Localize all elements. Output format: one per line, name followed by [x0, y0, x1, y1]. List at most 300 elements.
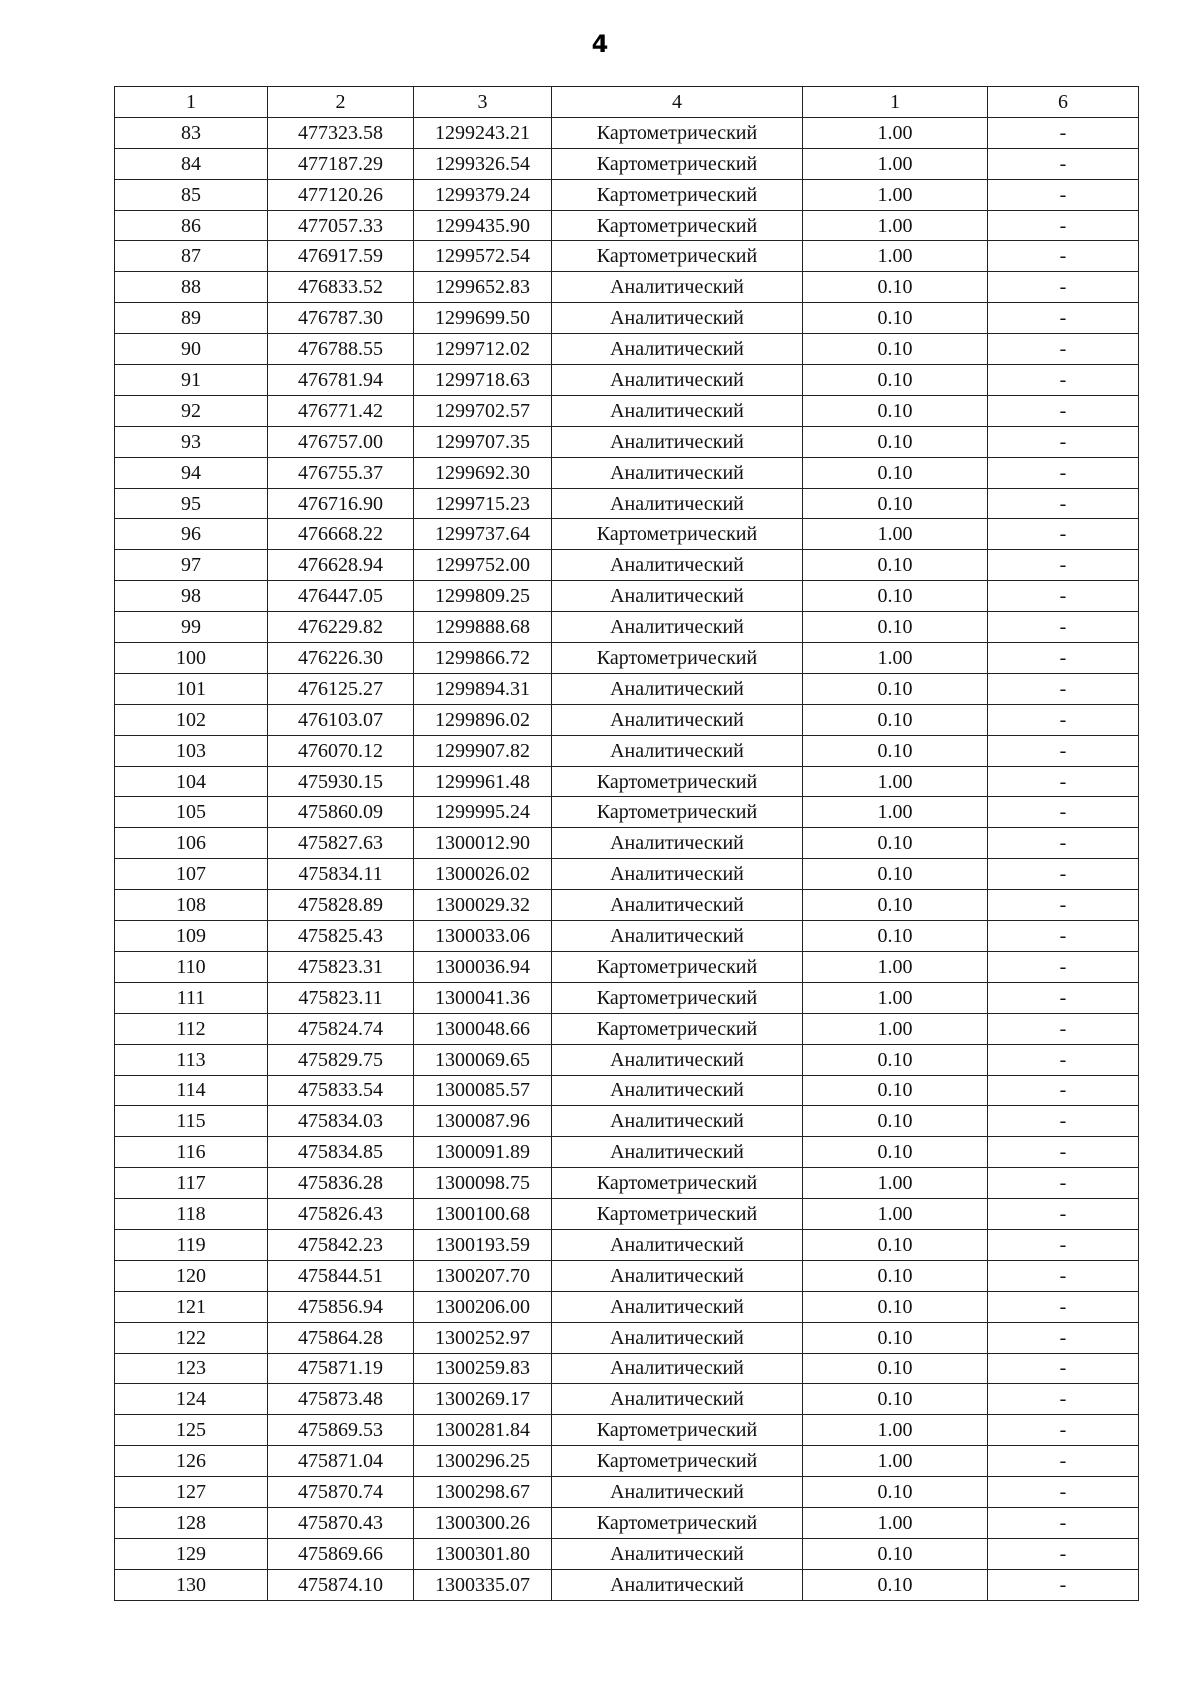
table-row: [115, 1384, 1139, 1415]
table-row: [115, 828, 1139, 859]
table-cell: Аналитический: [552, 1384, 803, 1415]
table-cell: -: [988, 951, 1139, 982]
table-cell: 477187.29: [268, 148, 414, 179]
table-cell: 476668.22: [268, 519, 414, 550]
table-cell: 1.00: [803, 117, 988, 148]
table-cell: 113: [115, 1044, 268, 1075]
table-cell: Аналитический: [552, 1260, 803, 1291]
table-row: [115, 117, 1139, 148]
table-cell: 475870.43: [268, 1507, 414, 1538]
table-cell: 87: [115, 241, 268, 272]
table-row: [115, 1477, 1139, 1508]
table-cell: 0.10: [803, 272, 988, 303]
table-cell: 124: [115, 1384, 268, 1415]
table-cell: Аналитический: [552, 395, 803, 426]
table-cell: 1300281.84: [414, 1415, 552, 1446]
table-cell: 1.00: [803, 982, 988, 1013]
table-cell: -: [988, 334, 1139, 365]
table-cell: 476229.82: [268, 612, 414, 643]
table-cell: 114: [115, 1075, 268, 1106]
table-cell: 1300269.17: [414, 1384, 552, 1415]
table-cell: 1300100.68: [414, 1199, 552, 1230]
table-cell: -: [988, 1013, 1139, 1044]
table-cell: Картометрический: [552, 1415, 803, 1446]
table-cell: -: [988, 1106, 1139, 1137]
table-cell: -: [988, 1075, 1139, 1106]
table-cell: -: [988, 241, 1139, 272]
table-cell: 476716.90: [268, 488, 414, 519]
table-cell: -: [988, 303, 1139, 334]
table-cell: 476787.30: [268, 303, 414, 334]
table-cell: 127: [115, 1477, 268, 1508]
table-cell: 0.10: [803, 1384, 988, 1415]
table-cell: 1.00: [803, 1168, 988, 1199]
table-cell: 1300298.67: [414, 1477, 552, 1508]
table-cell: 1300193.59: [414, 1229, 552, 1260]
table-cell: 476917.59: [268, 241, 414, 272]
table-row: [115, 210, 1139, 241]
table-row: [115, 643, 1139, 674]
table-cell: 1299702.57: [414, 395, 552, 426]
table-row: [115, 1013, 1139, 1044]
table-cell: 117: [115, 1168, 268, 1199]
table-cell: 1.00: [803, 1507, 988, 1538]
table-cell: -: [988, 1384, 1139, 1415]
table-cell: Аналитический: [552, 921, 803, 952]
table-cell: 94: [115, 457, 268, 488]
table-cell: 107: [115, 859, 268, 890]
table-cell: Картометрический: [552, 1013, 803, 1044]
table-row: [115, 890, 1139, 921]
table-cell: 1.00: [803, 643, 988, 674]
table-cell: 0.10: [803, 1538, 988, 1569]
table-cell: 1300069.65: [414, 1044, 552, 1075]
table-cell: -: [988, 1477, 1139, 1508]
table-cell: Картометрический: [552, 148, 803, 179]
header-cell: 3: [414, 87, 552, 118]
table-row: [115, 395, 1139, 426]
table-cell: 0.10: [803, 1353, 988, 1384]
table-cell: 1299652.83: [414, 272, 552, 303]
table-cell: 0.10: [803, 303, 988, 334]
table-cell: -: [988, 179, 1139, 210]
table-cell: -: [988, 766, 1139, 797]
table-cell: 110: [115, 951, 268, 982]
table-cell: -: [988, 457, 1139, 488]
table-cell: 476771.42: [268, 395, 414, 426]
table-cell: 1300026.02: [414, 859, 552, 890]
table-row: [115, 1229, 1139, 1260]
table-row: [115, 612, 1139, 643]
table-cell: 1299435.90: [414, 210, 552, 241]
table-cell: 111: [115, 982, 268, 1013]
table-cell: Картометрический: [552, 982, 803, 1013]
table-row: [115, 1137, 1139, 1168]
page-number: 4: [591, 30, 609, 58]
table-cell: Аналитический: [552, 1044, 803, 1075]
table-cell: -: [988, 519, 1139, 550]
table-cell: Аналитический: [552, 488, 803, 519]
table-cell: 112: [115, 1013, 268, 1044]
table-cell: Аналитический: [552, 426, 803, 457]
header-cell: 6: [988, 87, 1139, 118]
table-cell: Аналитический: [552, 334, 803, 365]
table-cell: 1300091.89: [414, 1137, 552, 1168]
table-cell: 476628.94: [268, 550, 414, 581]
table-cell: Аналитический: [552, 704, 803, 735]
table-cell: 1300098.75: [414, 1168, 552, 1199]
table-cell: 108: [115, 890, 268, 921]
table-cell: 476226.30: [268, 643, 414, 674]
table-row: [115, 951, 1139, 982]
table-cell: -: [988, 1446, 1139, 1477]
table-cell: 1299707.35: [414, 426, 552, 457]
table-cell: 476070.12: [268, 735, 414, 766]
table-cell: -: [988, 117, 1139, 148]
table-cell: Картометрический: [552, 210, 803, 241]
table-row: [115, 272, 1139, 303]
table-cell: 1300041.36: [414, 982, 552, 1013]
table-cell: 128: [115, 1507, 268, 1538]
table-cell: Аналитический: [552, 1538, 803, 1569]
table-cell: 475871.04: [268, 1446, 414, 1477]
table-cell: Картометрический: [552, 1507, 803, 1538]
table-cell: 1299907.82: [414, 735, 552, 766]
table-cell: 0.10: [803, 457, 988, 488]
table-cell: 476125.27: [268, 673, 414, 704]
table-cell: 1299572.54: [414, 241, 552, 272]
table-cell: Аналитический: [552, 612, 803, 643]
table-cell: 1.00: [803, 797, 988, 828]
table-cell: 1300048.66: [414, 1013, 552, 1044]
table-cell: 0.10: [803, 488, 988, 519]
table-cell: -: [988, 148, 1139, 179]
table-cell: 0.10: [803, 1569, 988, 1600]
table-cell: 1.00: [803, 1415, 988, 1446]
table-cell: 104: [115, 766, 268, 797]
table-cell: 118: [115, 1199, 268, 1230]
table-cell: 1300300.26: [414, 1507, 552, 1538]
table-cell: -: [988, 859, 1139, 890]
table-body: [115, 117, 1139, 1600]
table-cell: 120: [115, 1260, 268, 1291]
table-cell: 1300259.83: [414, 1353, 552, 1384]
table-row: [115, 148, 1139, 179]
table-cell: -: [988, 395, 1139, 426]
table-cell: 1300301.80: [414, 1538, 552, 1569]
table-cell: -: [988, 735, 1139, 766]
table-cell: 475828.89: [268, 890, 414, 921]
table-cell: -: [988, 550, 1139, 581]
table-cell: 1299712.02: [414, 334, 552, 365]
table-cell: 115: [115, 1106, 268, 1137]
table-cell: 85: [115, 179, 268, 210]
table-cell: 476833.52: [268, 272, 414, 303]
table-cell: Аналитический: [552, 365, 803, 396]
table-cell: 109: [115, 921, 268, 952]
table-cell: 1.00: [803, 766, 988, 797]
table-cell: 1300012.90: [414, 828, 552, 859]
table-cell: 1300036.94: [414, 951, 552, 982]
table-row: [115, 179, 1139, 210]
table-cell: Аналитический: [552, 673, 803, 704]
table-cell: 0.10: [803, 1477, 988, 1508]
table-row: [115, 859, 1139, 890]
table-cell: 1.00: [803, 951, 988, 982]
table-cell: 477057.33: [268, 210, 414, 241]
table-cell: 1299692.30: [414, 457, 552, 488]
table-row: [115, 1106, 1139, 1137]
table-row: [115, 1168, 1139, 1199]
table-cell: 0.10: [803, 1260, 988, 1291]
table-cell: 1299896.02: [414, 704, 552, 735]
table-cell: -: [988, 890, 1139, 921]
table-cell: -: [988, 1415, 1139, 1446]
table-cell: 475871.19: [268, 1353, 414, 1384]
table-row: [115, 1353, 1139, 1384]
table-cell: 475829.75: [268, 1044, 414, 1075]
table-cell: 102: [115, 704, 268, 735]
table-cell: 0.10: [803, 426, 988, 457]
table-cell: 0.10: [803, 673, 988, 704]
table-cell: 1299699.50: [414, 303, 552, 334]
table-cell: -: [988, 365, 1139, 396]
table-row: [115, 550, 1139, 581]
header-cell: 1: [115, 87, 268, 118]
table-cell: Картометрический: [552, 1199, 803, 1230]
table-cell: 1299379.24: [414, 179, 552, 210]
table-cell: 0.10: [803, 334, 988, 365]
table-cell: 1299752.00: [414, 550, 552, 581]
table-cell: 0.10: [803, 1106, 988, 1137]
table-cell: Картометрический: [552, 951, 803, 982]
table-cell: 475834.11: [268, 859, 414, 890]
table-cell: Аналитический: [552, 1291, 803, 1322]
table-cell: 0.10: [803, 1044, 988, 1075]
table-cell: 1299866.72: [414, 643, 552, 674]
table-row: [115, 673, 1139, 704]
table-cell: -: [988, 982, 1139, 1013]
table-cell: Аналитический: [552, 1322, 803, 1353]
table-cell: 0.10: [803, 365, 988, 396]
table-cell: -: [988, 488, 1139, 519]
table-cell: 475824.74: [268, 1013, 414, 1044]
table-cell: 100: [115, 643, 268, 674]
table-cell: 0.10: [803, 1291, 988, 1322]
table-cell: Аналитический: [552, 581, 803, 612]
table-cell: 1.00: [803, 519, 988, 550]
table-row: [115, 303, 1139, 334]
table-cell: 475869.66: [268, 1538, 414, 1569]
table-cell: 476788.55: [268, 334, 414, 365]
table-cell: 99: [115, 612, 268, 643]
table-row: [115, 488, 1139, 519]
table-row: [115, 241, 1139, 272]
table-cell: -: [988, 210, 1139, 241]
table-cell: 475844.51: [268, 1260, 414, 1291]
table-cell: Картометрический: [552, 519, 803, 550]
table-cell: 98: [115, 581, 268, 612]
table-cell: 1299961.48: [414, 766, 552, 797]
table-cell: 476103.07: [268, 704, 414, 735]
table-cell: 93: [115, 426, 268, 457]
table-cell: 1299718.63: [414, 365, 552, 396]
table-row: [115, 1415, 1139, 1446]
table-cell: 475873.48: [268, 1384, 414, 1415]
table-cell: 0.10: [803, 1137, 988, 1168]
table-row: [115, 1538, 1139, 1569]
table-cell: 475930.15: [268, 766, 414, 797]
table-cell: 1300252.97: [414, 1322, 552, 1353]
table-cell: 1299995.24: [414, 797, 552, 828]
table-cell: 105: [115, 797, 268, 828]
table-cell: Картометрический: [552, 117, 803, 148]
table-row: [115, 797, 1139, 828]
table-cell: 126: [115, 1446, 268, 1477]
table-row: [115, 581, 1139, 612]
table-row: [115, 735, 1139, 766]
table-cell: -: [988, 1291, 1139, 1322]
table-cell: 123: [115, 1353, 268, 1384]
table-cell: Аналитический: [552, 735, 803, 766]
table-cell: 86: [115, 210, 268, 241]
table-cell: Аналитический: [552, 1229, 803, 1260]
table-cell: 475826.43: [268, 1199, 414, 1230]
table-cell: 0.10: [803, 1229, 988, 1260]
table-cell: Аналитический: [552, 859, 803, 890]
table-cell: 475869.53: [268, 1415, 414, 1446]
table-cell: 0.10: [803, 612, 988, 643]
table-row: [115, 766, 1139, 797]
table-cell: 88: [115, 272, 268, 303]
table-cell: 1.00: [803, 210, 988, 241]
table-cell: 0.10: [803, 859, 988, 890]
table-cell: 84: [115, 148, 268, 179]
table-cell: -: [988, 1569, 1139, 1600]
table-cell: 1299243.21: [414, 117, 552, 148]
table-cell: 103: [115, 735, 268, 766]
coordinates-table: [114, 86, 1139, 1601]
table-cell: Аналитический: [552, 272, 803, 303]
table-cell: 476755.37: [268, 457, 414, 488]
table-cell: 1299326.54: [414, 148, 552, 179]
table-cell: 1.00: [803, 241, 988, 272]
table-cell: -: [988, 797, 1139, 828]
table-cell: 476781.94: [268, 365, 414, 396]
table-cell: 475823.31: [268, 951, 414, 982]
table-cell: 119: [115, 1229, 268, 1260]
table-cell: -: [988, 1507, 1139, 1538]
table-cell: 475842.23: [268, 1229, 414, 1260]
table-row: [115, 921, 1139, 952]
table-cell: 0.10: [803, 735, 988, 766]
table-cell: 1300206.00: [414, 1291, 552, 1322]
table-cell: 1300207.70: [414, 1260, 552, 1291]
table-cell: Аналитический: [552, 1075, 803, 1106]
table-row: [115, 1569, 1139, 1600]
table-cell: Аналитический: [552, 550, 803, 581]
table-cell: 475870.74: [268, 1477, 414, 1508]
table-cell: Аналитический: [552, 1353, 803, 1384]
table-cell: 475833.54: [268, 1075, 414, 1106]
table-cell: Картометрический: [552, 241, 803, 272]
table-cell: 0.10: [803, 890, 988, 921]
table-row: [115, 1446, 1139, 1477]
table-cell: -: [988, 612, 1139, 643]
table-cell: 1.00: [803, 148, 988, 179]
table-cell: Картометрический: [552, 1446, 803, 1477]
table-cell: 1.00: [803, 1446, 988, 1477]
table-cell: -: [988, 1199, 1139, 1230]
table-cell: 0.10: [803, 828, 988, 859]
table-cell: 121: [115, 1291, 268, 1322]
table-cell: -: [988, 581, 1139, 612]
table-cell: 122: [115, 1322, 268, 1353]
header-cell: 1: [803, 87, 988, 118]
table-cell: -: [988, 828, 1139, 859]
table-cell: Картометрический: [552, 797, 803, 828]
table-cell: 1.00: [803, 1199, 988, 1230]
table-cell: 475827.63: [268, 828, 414, 859]
table-cell: -: [988, 1260, 1139, 1291]
table-cell: 83: [115, 117, 268, 148]
table-cell: 89: [115, 303, 268, 334]
table-cell: Картометрический: [552, 643, 803, 674]
table-cell: 476757.00: [268, 426, 414, 457]
table-cell: 1299809.25: [414, 581, 552, 612]
table-cell: -: [988, 272, 1139, 303]
table-cell: 477120.26: [268, 179, 414, 210]
table-cell: 1299737.64: [414, 519, 552, 550]
table-cell: 475860.09: [268, 797, 414, 828]
table-row: [115, 1199, 1139, 1230]
table-row: [115, 426, 1139, 457]
table-row: [115, 365, 1139, 396]
header-cell: 4: [552, 87, 803, 118]
table-row: [115, 1291, 1139, 1322]
table-cell: 476447.05: [268, 581, 414, 612]
table-cell: 116: [115, 1137, 268, 1168]
table-cell: 129: [115, 1538, 268, 1569]
table-cell: -: [988, 1137, 1139, 1168]
table-cell: -: [988, 426, 1139, 457]
table-cell: 1.00: [803, 1013, 988, 1044]
table-cell: Аналитический: [552, 303, 803, 334]
table-cell: 0.10: [803, 395, 988, 426]
table-cell: 1300029.32: [414, 890, 552, 921]
table-cell: Аналитический: [552, 457, 803, 488]
table-cell: 90: [115, 334, 268, 365]
table-cell: 475834.85: [268, 1137, 414, 1168]
table-cell: 0.10: [803, 921, 988, 952]
table-cell: 475836.28: [268, 1168, 414, 1199]
table-cell: 96: [115, 519, 268, 550]
table-cell: -: [988, 1168, 1139, 1199]
table-cell: 1300087.96: [414, 1106, 552, 1137]
table-row: [115, 1507, 1139, 1538]
table-row: [115, 1075, 1139, 1106]
table-cell: Аналитический: [552, 828, 803, 859]
table-cell: 1300335.07: [414, 1569, 552, 1600]
table-header: [115, 87, 1139, 118]
table-cell: 0.10: [803, 550, 988, 581]
table-cell: Картометрический: [552, 179, 803, 210]
table-row: [115, 334, 1139, 365]
table-row: [115, 704, 1139, 735]
table-cell: -: [988, 1044, 1139, 1075]
table-cell: 97: [115, 550, 268, 581]
table-cell: Картометрический: [552, 766, 803, 797]
